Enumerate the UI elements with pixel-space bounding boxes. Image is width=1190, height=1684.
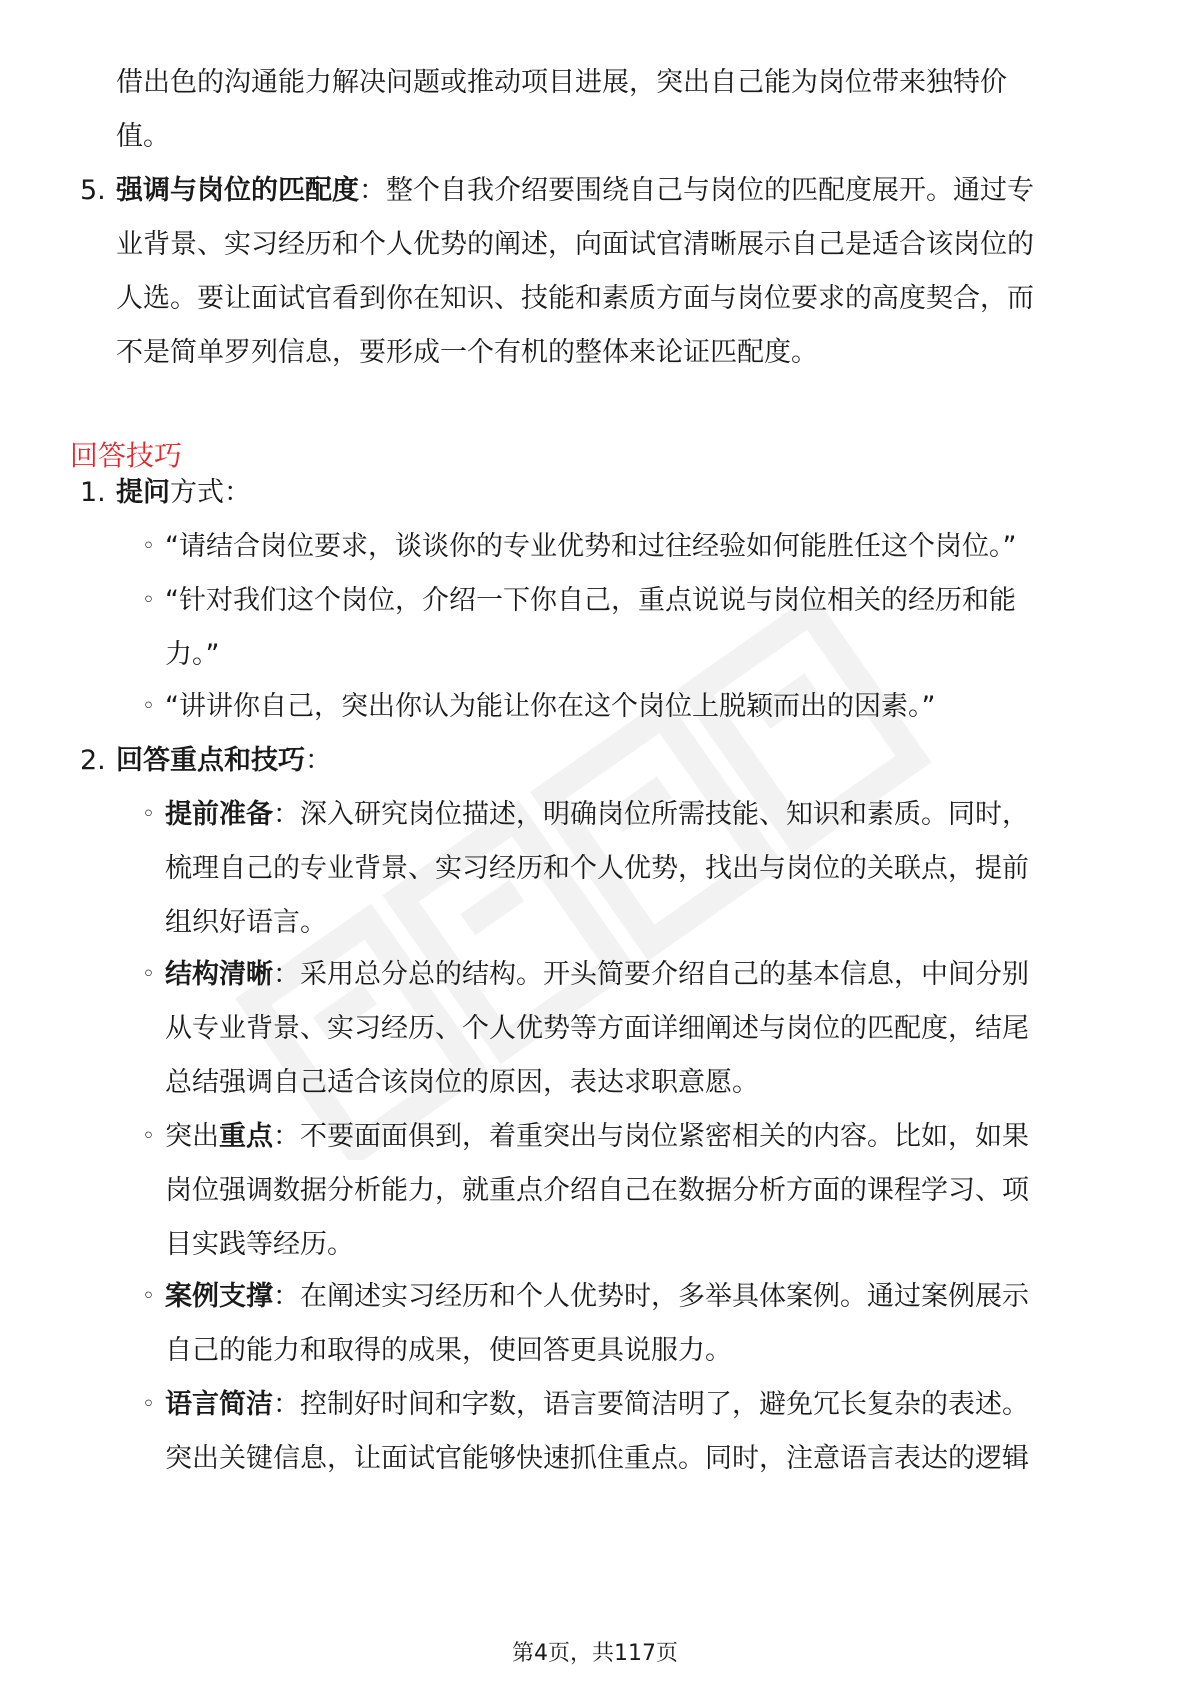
tip-title: 案例支撑 bbox=[165, 1281, 273, 1312]
paragraph-line: 业背景、实习经历和个人优势的阐述，向面试官清晰展示自己是适合该岗位的 bbox=[116, 229, 1034, 260]
tip-title: 语言简洁 bbox=[165, 1389, 273, 1420]
list-item-2 bbox=[116, 744, 332, 778]
tip-prefix: 突出 bbox=[165, 1121, 219, 1152]
tip-item bbox=[165, 1120, 1029, 1154]
list-number: 1. bbox=[80, 477, 106, 508]
list-item-1 bbox=[116, 476, 251, 510]
tip-line: 岗位强调数据分析能力，就重点介绍自己在数据分析方面的课程学习、项 bbox=[165, 1175, 1029, 1206]
question-example: “请结合岗位要求，谈谈你的专业优势和过往经验如何能胜任这个岗位。” bbox=[165, 531, 1017, 562]
item-title: 回答重点和技巧 bbox=[116, 745, 305, 776]
bullet-icon: ◦ bbox=[142, 962, 155, 987]
tip-title: 重点 bbox=[219, 1121, 273, 1152]
question-example: 力。” bbox=[165, 639, 220, 670]
tip-line: 从专业背景、实习经历、个人优势等方面详细阐述与岗位的匹配度，结尾 bbox=[165, 1013, 1029, 1044]
bullet-icon: ◦ bbox=[142, 694, 155, 719]
bullet-icon: ◦ bbox=[142, 588, 155, 613]
tip-item bbox=[165, 1280, 1029, 1314]
list-item-5 bbox=[116, 174, 1034, 208]
tip-line: 目实践等经历。 bbox=[165, 1229, 354, 1260]
tip-text: ：不要面面俱到，着重突出与岗位紧密相关的内容。比如，如果 bbox=[273, 1121, 1029, 1152]
tip-title: 结构清晰 bbox=[165, 959, 273, 990]
bullet-icon: ◦ bbox=[142, 1124, 155, 1149]
tip-item bbox=[165, 798, 1029, 832]
tip-title: 提前准备 bbox=[165, 799, 273, 830]
item-title: 强调与岗位的匹配度 bbox=[116, 175, 359, 206]
paragraph-line: 人选。要让面试官看到你在知识、技能和素质方面与岗位要求的高度契合，而 bbox=[116, 283, 1034, 314]
item-text: ： bbox=[305, 745, 332, 776]
tip-text: ：控制好时间和字数，语言要简洁明了，避免冗长复杂的表述。 bbox=[273, 1389, 1029, 1420]
question-example: “针对我们这个岗位，介绍一下你自己，重点说说与岗位相关的经历和能 bbox=[165, 585, 1016, 616]
tip-text: ：在阐述实习经历和个人优势时，多举具体案例。通过案例展示 bbox=[273, 1281, 1029, 1312]
page-number: 第4页，共117页 bbox=[512, 1641, 678, 1666]
paragraph-line: 借出色的沟通能力解决问题或推动项目进展，突出自己能为岗位带来独特价 bbox=[116, 67, 1007, 98]
tip-line: 梳理自己的专业背景、实习经历和个人优势，找出与岗位的关联点，提前 bbox=[165, 853, 1029, 884]
tip-line: 自己的能力和取得的成果，使回答更具说服力。 bbox=[165, 1335, 732, 1366]
tip-text: ：采用总分总的结构。开头简要介绍自己的基本信息，中间分别 bbox=[273, 959, 1029, 990]
item-title: 提问 bbox=[116, 477, 170, 508]
tip-line: 组织好语言。 bbox=[165, 907, 327, 938]
paragraph-line: 值。 bbox=[116, 121, 170, 152]
bullet-icon: ◦ bbox=[142, 1284, 155, 1309]
section-heading: 回答技巧 bbox=[70, 439, 183, 472]
tip-text: ：深入研究岗位描述，明确岗位所需技能、知识和素质。同时， bbox=[273, 799, 1029, 830]
item-text: 方式： bbox=[170, 477, 251, 508]
tip-line: 总结强调自己适合该岗位的原因，表达求职意愿。 bbox=[165, 1067, 759, 1098]
question-example: “讲讲你自己，突出你认为能让你在这个岗位上脱颖而出的因素。” bbox=[165, 691, 936, 722]
bullet-icon: ◦ bbox=[142, 534, 155, 559]
item-text: ：整个自我介绍要围绕自己与岗位的匹配度展开。通过专 bbox=[359, 175, 1034, 206]
tip-line: 突出关键信息，让面试官能够快速抓住重点。同时，注意语言表达的逻辑 bbox=[165, 1443, 1029, 1474]
bullet-icon: ◦ bbox=[142, 1392, 155, 1417]
list-number: 2. bbox=[80, 745, 106, 776]
tip-item bbox=[165, 958, 1029, 992]
paragraph-line: 不是简单罗列信息，要形成一个有机的整体来论证匹配度。 bbox=[116, 337, 818, 368]
list-number: 5. bbox=[80, 175, 106, 206]
bullet-icon: ◦ bbox=[142, 802, 155, 827]
tip-item bbox=[165, 1388, 1029, 1422]
